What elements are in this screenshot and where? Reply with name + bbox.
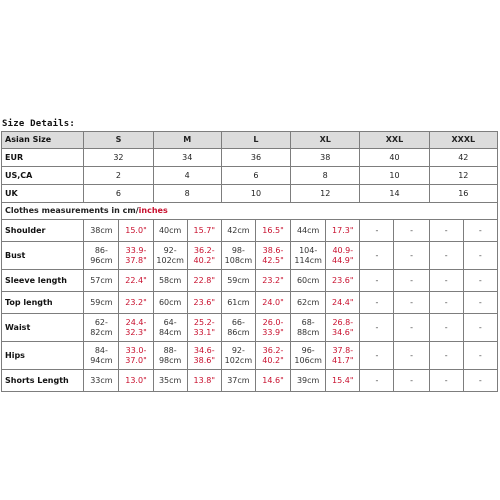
- empty-inch: -: [463, 292, 497, 314]
- cm-value: 66-86cm: [221, 314, 255, 342]
- cm-value: 88-98cm: [153, 342, 187, 370]
- size-row-uk: [2, 185, 498, 203]
- inch-value: 37.8-41.7": [326, 342, 360, 370]
- size-value: 10: [221, 185, 290, 203]
- cm-value: 39cm: [291, 370, 326, 392]
- empty-cm: -: [360, 220, 394, 242]
- measurement-row-sleeve-length: [2, 270, 498, 292]
- size-value: 42: [429, 149, 497, 167]
- cm-value: 59cm: [221, 270, 255, 292]
- cm-value: 60cm: [153, 292, 187, 314]
- row-label: Waist: [2, 314, 84, 342]
- inch-value: 15.0": [119, 220, 153, 242]
- empty-cm: -: [360, 242, 394, 270]
- size-value: 16: [429, 185, 497, 203]
- size-value: 34: [153, 149, 221, 167]
- empty-inch: -: [463, 242, 497, 270]
- cm-value: 40cm: [153, 220, 187, 242]
- inch-value: 24.0": [255, 292, 290, 314]
- inch-value: 17.3": [326, 220, 360, 242]
- size-value: 38: [291, 149, 360, 167]
- measurement-row-top-length: [2, 292, 498, 314]
- measurements-title-row: [2, 203, 498, 220]
- header-size-xxl: XXL: [360, 132, 429, 149]
- empty-inch: -: [394, 270, 429, 292]
- cm-value: 37cm: [221, 370, 255, 392]
- empty-inch: -: [394, 342, 429, 370]
- size-value: 8: [153, 185, 221, 203]
- row-label: Top length: [2, 292, 84, 314]
- cm-value: 98-108cm: [221, 242, 255, 270]
- header-row: [2, 132, 498, 149]
- measurements-title: [2, 203, 498, 220]
- size-value: 14: [360, 185, 429, 203]
- size-value: 6: [221, 167, 290, 185]
- cm-value: 58cm: [153, 270, 187, 292]
- row-label: Shorts Length: [2, 370, 84, 392]
- row-label: Bust: [2, 242, 84, 270]
- inch-value: 23.2": [119, 292, 153, 314]
- cm-value: 96-106cm: [291, 342, 326, 370]
- empty-inch: -: [463, 220, 497, 242]
- cm-value: 62-82cm: [84, 314, 119, 342]
- inch-value: 40.9-44.9": [326, 242, 360, 270]
- empty-inch: -: [463, 314, 497, 342]
- inch-value: 13.0": [119, 370, 153, 392]
- empty-inch: -: [463, 370, 497, 392]
- empty-inch: -: [394, 314, 429, 342]
- cm-value: 92-102cm: [153, 242, 187, 270]
- empty-cm: -: [429, 292, 463, 314]
- cm-value: 92-102cm: [221, 342, 255, 370]
- inch-value: 34.6-38.6": [187, 342, 221, 370]
- header-size-l: L: [221, 132, 290, 149]
- size-value: 40: [360, 149, 429, 167]
- inch-value: 38.6-42.5": [255, 242, 290, 270]
- empty-cm: -: [360, 292, 394, 314]
- inch-value: 23.6": [187, 292, 221, 314]
- inch-value: 23.2": [255, 270, 290, 292]
- inch-value: 22.8": [187, 270, 221, 292]
- measurement-row-hips: [2, 342, 498, 370]
- empty-cm: -: [360, 314, 394, 342]
- inch-value: 15.7": [187, 220, 221, 242]
- size-value: 10: [360, 167, 429, 185]
- inch-value: 36.2-40.2": [255, 342, 290, 370]
- measurement-row-waist: [2, 314, 498, 342]
- inch-value: 14.6": [255, 370, 290, 392]
- measurements-title-inches: inches: [138, 206, 168, 215]
- empty-inch: -: [463, 270, 497, 292]
- inch-value: 26.0-33.9": [255, 314, 290, 342]
- cm-value: 57cm: [84, 270, 119, 292]
- inch-value: 25.2-33.1": [187, 314, 221, 342]
- row-label: UK: [2, 185, 84, 203]
- empty-cm: -: [360, 342, 394, 370]
- row-label: EUR: [2, 149, 84, 167]
- inch-value: 22.4": [119, 270, 153, 292]
- cm-value: 68-88cm: [291, 314, 326, 342]
- row-label: US,CA: [2, 167, 84, 185]
- cm-value: 60cm: [291, 270, 326, 292]
- cm-value: 86-96cm: [84, 242, 119, 270]
- size-details-heading: Size Details:: [2, 119, 76, 129]
- inch-value: 13.8": [187, 370, 221, 392]
- size-value: 6: [84, 185, 153, 203]
- row-label: Shoulder: [2, 220, 84, 242]
- row-label: Hips: [2, 342, 84, 370]
- size-value: 2: [84, 167, 153, 185]
- header-size-s: S: [84, 132, 153, 149]
- measurement-row-bust: [2, 242, 498, 270]
- inch-value: 16.5": [255, 220, 290, 242]
- measurement-row-shorts-length: [2, 370, 498, 392]
- empty-inch: -: [394, 220, 429, 242]
- size-row-eur: [2, 149, 498, 167]
- cm-value: 104-114cm: [291, 242, 326, 270]
- size-chart-table: [1, 131, 498, 392]
- header-asian-size: Asian Size: [2, 132, 84, 149]
- cm-value: 59cm: [84, 292, 119, 314]
- inch-value: 33.9-37.8": [119, 242, 153, 270]
- empty-cm: -: [429, 342, 463, 370]
- row-label: Sleeve length: [2, 270, 84, 292]
- header-size-xl: XL: [291, 132, 360, 149]
- empty-cm: -: [429, 242, 463, 270]
- empty-inch: -: [394, 292, 429, 314]
- size-value: 12: [291, 185, 360, 203]
- inch-value: 23.6": [326, 270, 360, 292]
- size-value: 36: [221, 149, 290, 167]
- size-row-usca: [2, 167, 498, 185]
- empty-cm: -: [429, 270, 463, 292]
- inch-value: 24.4": [326, 292, 360, 314]
- cm-value: 38cm: [84, 220, 119, 242]
- size-value: 12: [429, 167, 497, 185]
- empty-inch: -: [394, 370, 429, 392]
- empty-cm: -: [360, 270, 394, 292]
- inch-value: 15.4": [326, 370, 360, 392]
- cm-value: 42cm: [221, 220, 255, 242]
- empty-inch: -: [463, 342, 497, 370]
- empty-cm: -: [429, 220, 463, 242]
- cm-value: 44cm: [291, 220, 326, 242]
- size-value: 8: [291, 167, 360, 185]
- cm-value: 62cm: [291, 292, 326, 314]
- measurements-title-prefix: Clothes measurements in cm/: [5, 206, 139, 215]
- cm-value: 84-94cm: [84, 342, 119, 370]
- size-value: 32: [84, 149, 153, 167]
- size-value: 4: [153, 167, 221, 185]
- cm-value: 61cm: [221, 292, 255, 314]
- cm-value: 33cm: [84, 370, 119, 392]
- inch-value: 24.4-32.3": [119, 314, 153, 342]
- empty-inch: -: [394, 242, 429, 270]
- inch-value: 33.0-37.0": [119, 342, 153, 370]
- header-size-xxxl: XXXL: [429, 132, 497, 149]
- inch-value: 36.2-40.2": [187, 242, 221, 270]
- empty-cm: -: [360, 370, 394, 392]
- inch-value: 26.8-34.6": [326, 314, 360, 342]
- cm-value: 64-84cm: [153, 314, 187, 342]
- header-size-m: M: [153, 132, 221, 149]
- cm-value: 35cm: [153, 370, 187, 392]
- measurement-row-shoulder: [2, 220, 498, 242]
- empty-cm: -: [429, 314, 463, 342]
- empty-cm: -: [429, 370, 463, 392]
